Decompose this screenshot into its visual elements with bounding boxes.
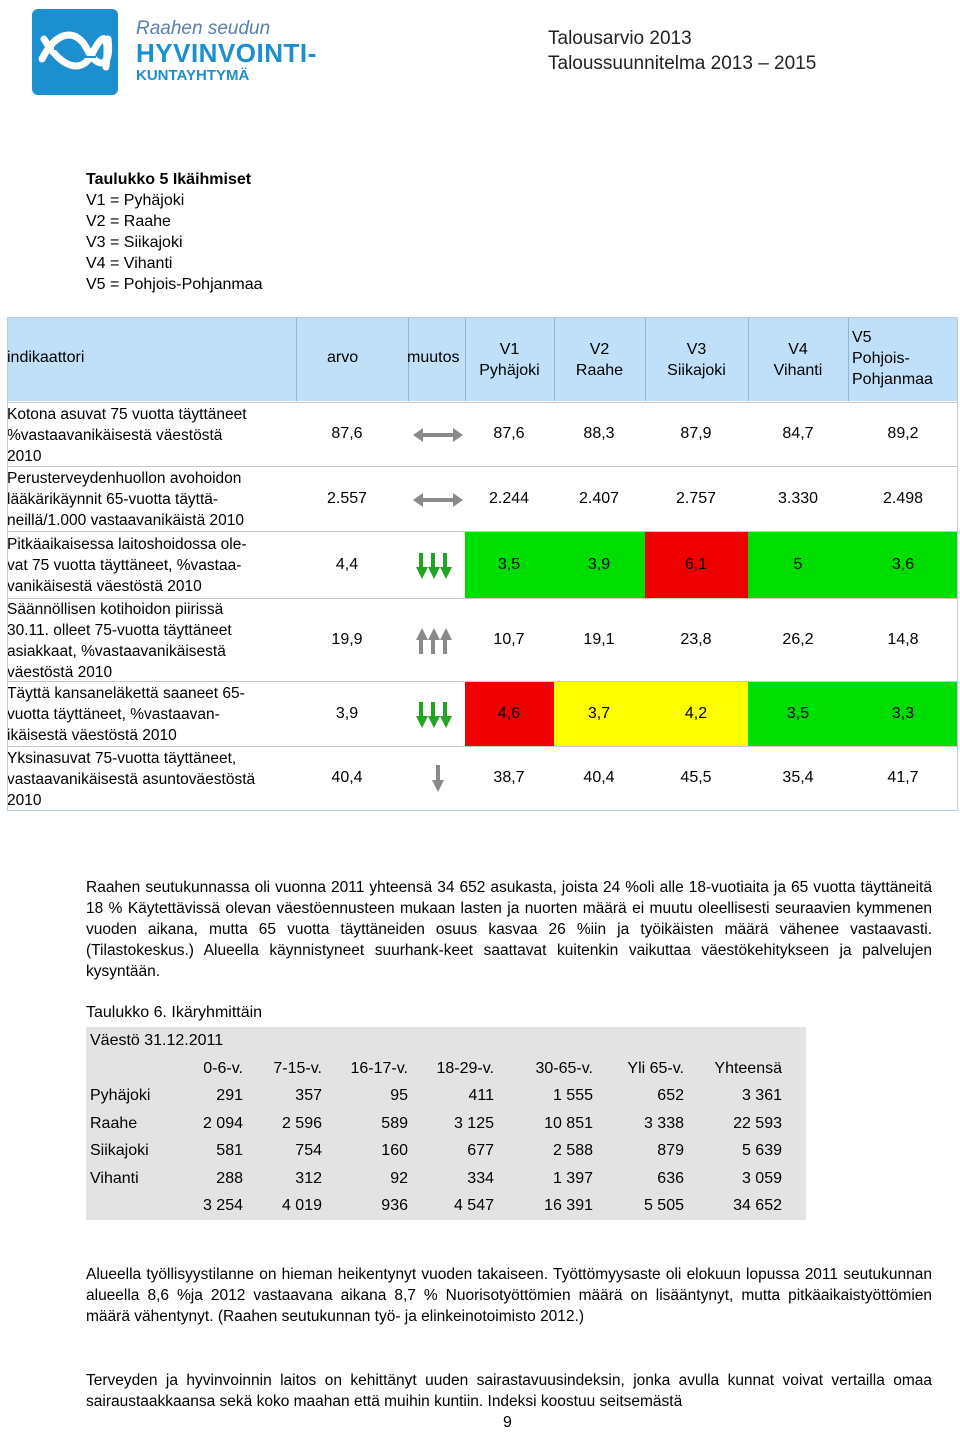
indicator-value: 2.557 (326, 489, 368, 507)
table6-column-header: 7-15-v. (273, 1060, 322, 1077)
region-value-v1: 87,6 (493, 425, 525, 442)
table6-total-cell: 16 391 (544, 1197, 593, 1214)
region-value-v3: 45,5 (680, 769, 712, 786)
table6-column-header: 30-65-v. (535, 1060, 593, 1077)
paragraph-health-index: Terveyden ja hyvinvoinnin laitos on kehittänyt uuden sairastavuusindeksin, jonka avulla kunnat voivat vertailla omaa sairaustaakkaansa sekä koko maahan että muihin kuntiin. Indeksi koostuu seitsemästä (86, 1372, 932, 1410)
table6-column-header: Yhteensä (714, 1060, 782, 1077)
region-value-v5: 14,8 (887, 630, 919, 648)
paragraph-employment: Alueella työllisyystilanne on hieman heikentynyt vuoden takaiseen. Työttömyysaste oli elokuun lopussa 2011 seutukunnan alueella 8,6 %ja 2012 vastaavana aikana 8,7 % Nuorisotyöttömien määrä on lisääntynyt, mutta pitkäaikaistyöttömien määrä vähentynyt. (Raahen seutukunnan työ- ja elinkeinotoimisto 2012.) (86, 1266, 932, 1325)
indicator-value: 3,9 (335, 704, 359, 722)
table6-row-name: Raahe (90, 1115, 138, 1132)
table6-cell: 677 (467, 1142, 494, 1159)
table6-cell: 581 (216, 1142, 243, 1159)
indicator-value: 40,4 (331, 769, 363, 786)
table6-cell: 2 588 (552, 1142, 593, 1159)
header-v2: V2 Raahe (575, 341, 624, 379)
table6-cell: 754 (295, 1142, 322, 1159)
table6-cell: 1 397 (552, 1170, 593, 1187)
region-value-v1: 2.244 (488, 489, 530, 507)
region-value-v3: 4,2 (684, 704, 708, 722)
table6-cell: 10 851 (544, 1115, 593, 1132)
table6-cell: 636 (657, 1170, 684, 1187)
table6-cell: 3 338 (643, 1115, 684, 1132)
table6-total-cell: 936 (381, 1197, 408, 1214)
rope-knot-icon (32, 9, 118, 95)
table6-cell: 160 (381, 1142, 408, 1159)
region-value-v2: 88,3 (583, 425, 615, 442)
region-value-v4: 3.330 (777, 489, 819, 507)
table6-column-header: 16-17-v. (350, 1060, 408, 1077)
region-value-v5: 89,2 (887, 425, 919, 442)
header-indicator: indikaattori (7, 349, 85, 366)
table6-cell: 411 (468, 1087, 494, 1104)
table5-title: Taulukko 5 Ikäihmiset (86, 171, 252, 188)
table6-total-cell: 4 019 (281, 1197, 322, 1214)
region-value-v3: 2.757 (675, 489, 717, 507)
region-value-v4: 35,4 (782, 769, 814, 786)
table6-total-cell: 5 505 (643, 1197, 684, 1214)
indicator-value: 19,9 (331, 630, 363, 648)
region-value-v2: 3,9 (587, 555, 611, 573)
indicator-label: Säännöllisen kotihoidon piirissä 30.11. olleet 75-vuotta täyttäneet asiakkaat, %vastaavanikäisestä väestöstä 2010 (7, 601, 232, 681)
region-value-v4: 5 (793, 555, 803, 573)
region-value-v5: 2.498 (882, 489, 924, 507)
table6-row-name: Siikajoki (90, 1142, 149, 1159)
header-v1: V1 Pyhäjoki (479, 341, 540, 379)
region-value-v1: 10,7 (493, 630, 525, 648)
table6-title: Taulukko 6. Ikäryhmittäin (86, 1004, 263, 1021)
indicator-label: Kotona asuvat 75 vuotta täyttäneet %vastaavanikäisestä väestöstä 2010 (7, 405, 247, 465)
header-v3: V3 Siikajoki (667, 341, 726, 379)
table6-row-name: Pyhäjoki (90, 1087, 151, 1104)
header-change: muutos (407, 349, 460, 366)
table6-cell: 589 (381, 1115, 408, 1132)
region-value-v5: 3,3 (891, 704, 915, 722)
table6-cell: 312 (295, 1170, 322, 1187)
legend-v5: V5 = Pohjois-Pohjanmaa (86, 276, 263, 293)
legend-v4: V4 = Vihanti (86, 255, 173, 272)
header-value: arvo (327, 349, 359, 366)
logo-text-main: HYVINVOINTI- (136, 38, 317, 68)
region-value-v3: 6,1 (684, 555, 708, 573)
legend-v1: V1 = Pyhäjoki (86, 192, 185, 209)
table6-cell: 879 (657, 1142, 684, 1159)
age-group-table (86, 1027, 806, 1220)
indicator-label: Täyttä kansaneläkettä saaneet 65- vuotta täyttäneet, %vastaavan- ikäisestä väestöstä 2010 (7, 685, 245, 744)
legend-v2: V2 = Raahe (86, 213, 171, 230)
logo-text-sub: KUNTAYHTYMÄ (136, 67, 250, 84)
logo-mark (32, 9, 118, 95)
region-value-v4: 3,5 (786, 704, 810, 722)
table6-total-cell: 34 652 (733, 1197, 782, 1214)
indicator-value: 87,6 (331, 425, 363, 442)
indicator-table (7, 317, 958, 811)
region-value-v5: 41,7 (887, 769, 919, 786)
table6-cell: 2 596 (281, 1115, 322, 1132)
header-v5: V5 Pohjois- Pohjanmaa (852, 329, 933, 388)
header-v4: V4 Vihanti (773, 341, 823, 379)
table6-cell: 22 593 (733, 1115, 782, 1132)
region-value-v3: 23,8 (680, 630, 712, 648)
region-value-v2: 2.407 (578, 489, 620, 507)
table6-cell: 357 (295, 1087, 322, 1104)
table6-total-cell: 4 547 (453, 1197, 494, 1214)
table6-cell: 2 094 (202, 1115, 243, 1132)
table6-cell: 652 (657, 1087, 684, 1104)
table6-cell: 3 125 (453, 1115, 494, 1132)
table6-cell: 334 (467, 1170, 494, 1187)
indicator-label: Perusterveydenhuollon avohoidon lääkärikäynnit 65-vuotta täyttä- neillä/1.000 vastaavanikäistä 2010 (7, 470, 244, 529)
region-value-v1: 3,5 (497, 555, 521, 573)
region-value-v3: 87,9 (680, 425, 712, 442)
logo-text-region: Raahen seudun (136, 18, 271, 39)
region-value-v4: 84,7 (782, 425, 814, 442)
paragraph-population: Raahen seutukunnassa oli vuonna 2011 yhteensä 34 652 asukasta, joista 24 %oli alle 18-vuotiaita ja 65 vuotta täyttäneitä 18 % Käytettävissä olevan väestöennusteen mukaan lasten ja nuorten määrä ei muutu oleellisesti seuraavien kymmenen vuoden aikana, mutta 65 vuotta täyttäneiden osuus kasvaa 26 %iin ja työikäisten määrä vähenee vastaavasti. (Tilastokeskus.) Alueella käynnistyneet suurhank-keet saattavat kuitenkin vaikuttaa väestökehitykseen ja palvelujen kysyntään. (86, 879, 932, 980)
region-value-v1: 4,6 (497, 704, 521, 722)
doc-title-budget: Talousarvio 2013 (548, 28, 692, 49)
doc-title-plan: Taloussuunnitelma 2013 – 2015 (548, 53, 817, 74)
region-value-v2: 19,1 (583, 630, 615, 648)
region-value-v5: 3,6 (891, 555, 915, 573)
indicator-label: Pitkäaikaisessa laitoshoidossa ole- vat 75 vuotta täyttäneet, %vastaa- vanikäisestä väestöstä 2010 (7, 536, 247, 595)
region-value-v2: 3,7 (587, 704, 611, 722)
region-value-v4: 26,2 (782, 630, 814, 648)
table6-total-cell: 3 254 (202, 1197, 243, 1214)
table6-column-header: 0-6-v. (203, 1060, 243, 1077)
table6-cell: 95 (390, 1087, 408, 1104)
table6-subtitle: Väestö 31.12.2011 (90, 1032, 224, 1049)
page-number: 9 (503, 1414, 512, 1431)
table6-cell: 3 361 (741, 1087, 782, 1104)
table6-cell: 5 639 (741, 1142, 782, 1159)
table6-row-name: Vihanti (90, 1170, 139, 1187)
legend-v3: V3 = Siikajoki (86, 234, 183, 251)
table6-column-header: Yli 65-v. (627, 1060, 684, 1077)
table6-column-header: 18-29-v. (436, 1060, 494, 1077)
indicator-value: 4,4 (335, 555, 359, 573)
indicator-label: Yksinasuvat 75-vuotta täyttäneet, vastaavanikäisestä asuntoväestöstä 2010 (7, 749, 256, 809)
region-value-v2: 40,4 (583, 769, 615, 786)
table6-cell: 1 555 (552, 1087, 593, 1104)
table6-cell: 291 (216, 1087, 243, 1104)
table6-cell: 3 059 (741, 1170, 782, 1187)
table6-cell: 288 (216, 1170, 243, 1187)
table6-cell: 92 (390, 1170, 408, 1187)
region-value-v1: 38,7 (493, 769, 525, 786)
